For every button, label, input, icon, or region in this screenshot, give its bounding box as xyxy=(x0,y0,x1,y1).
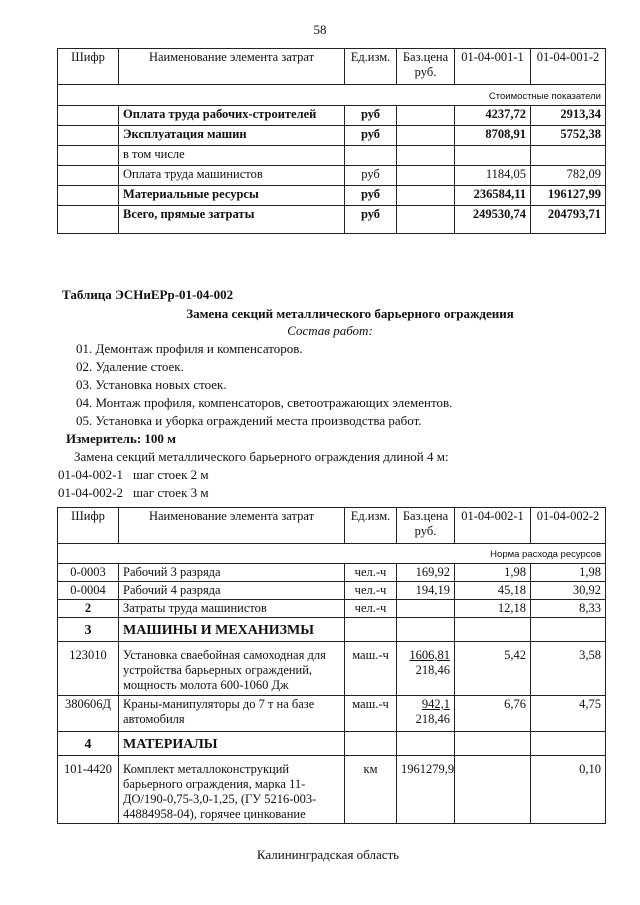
price-value: 1606,81 xyxy=(409,648,450,662)
table-cell: 380606Д xyxy=(58,696,119,732)
table-cell: 101-4420 xyxy=(58,756,119,824)
table-cell: Материальные ресурсы xyxy=(119,186,345,206)
price-value: 218,46 xyxy=(415,712,450,726)
table-cell: 169,92 xyxy=(397,564,455,582)
header-name: Наименование элемента затрат xyxy=(119,49,345,85)
table-cell: 196127,99 xyxy=(531,186,606,206)
work-item: 04. Монтаж профиля, компенсаторов, светоотражающих элементов. xyxy=(76,395,453,410)
table-cell: Рабочий 4 разряда xyxy=(119,582,345,600)
table-cell: 2913,34 xyxy=(531,106,606,126)
table-cell: Всего, прямые затраты xyxy=(119,206,345,234)
table-cell: 1,98 xyxy=(455,564,531,582)
header-code: Шифр xyxy=(58,49,119,85)
table-cell: Эксплуатация машин xyxy=(119,126,345,146)
table-cell: 45,18 xyxy=(455,582,531,600)
table-cell: 4237,72 xyxy=(455,106,531,126)
table-row xyxy=(58,582,606,600)
header-unit: Ед.изм. xyxy=(345,508,397,544)
header-col2: 01-04-001-2 xyxy=(531,49,606,85)
table-cell: 1,98 xyxy=(531,564,606,582)
variant-text: шаг стоек 3 м xyxy=(133,485,209,500)
work-item: 02. Удаление стоек. xyxy=(76,359,184,374)
table-cell: 249530,74 xyxy=(455,206,531,234)
variant-code: 01-04-002-1 xyxy=(58,467,123,482)
header-base-price: Баз.цена руб. xyxy=(397,49,455,85)
page-number: 58 xyxy=(313,22,327,37)
table-cell: руб xyxy=(345,126,397,146)
footer-region: Калининградская область xyxy=(256,847,400,862)
table-cell: маш.-ч xyxy=(345,642,397,696)
table-cell: 1961279,9 xyxy=(397,756,455,824)
header-col2: 01-04-002-2 xyxy=(531,508,606,544)
section-title: Замена секций металлического барьерного ограждения xyxy=(186,306,514,321)
cost-table xyxy=(57,48,606,234)
header-base-price: Баз.цена руб. xyxy=(397,508,455,544)
price-value: 942,1 xyxy=(421,697,450,711)
price-value: 218,46 xyxy=(415,663,450,677)
table-cell: 4,75 xyxy=(531,696,606,732)
section-heading: МАТЕРИАЛЫ xyxy=(119,732,345,756)
table-cell: руб xyxy=(345,206,397,234)
table-cell: 204793,71 xyxy=(531,206,606,234)
table-cell: 0-0004 xyxy=(58,582,119,600)
table-cell: Оплата труда рабочих-строителей xyxy=(119,106,345,126)
table-subheader: Норма расхода ресурсов xyxy=(58,544,606,564)
resource-table xyxy=(57,507,606,824)
variant-code: 01-04-002-2 xyxy=(58,485,123,500)
table-row xyxy=(58,564,606,582)
table-cell: Рабочий 3 разряда xyxy=(119,564,345,582)
table-cell: 194,19 xyxy=(397,582,455,600)
table-cell: Установка сваебойная самоходная для устройства барьерных ограждений, мощность молота 600-1060 Дж xyxy=(119,642,345,696)
table-row xyxy=(58,642,606,696)
table-cell: 5752,38 xyxy=(531,126,606,146)
table-row xyxy=(58,696,606,732)
variant-text: шаг стоек 2 м xyxy=(133,467,209,482)
table-cell: 236584,11 xyxy=(455,186,531,206)
section-number: 4 xyxy=(58,732,119,756)
table-cell: км xyxy=(345,756,397,824)
work-item: 05. Установка и уборка ограждений места производства работ. xyxy=(76,413,422,428)
table-cell: 30,92 xyxy=(531,582,606,600)
work-item: 03. Установка новых стоек. xyxy=(76,377,227,392)
table-cell: 0-0003 xyxy=(58,564,119,582)
table-cell: 8,33 xyxy=(531,600,606,618)
section-number: 3 xyxy=(58,618,119,642)
table-cell: 782,09 xyxy=(531,166,606,186)
header-code: Шифр xyxy=(58,508,119,544)
table-cell: в том числе xyxy=(119,146,345,166)
header-col1: 01-04-002-1 xyxy=(455,508,531,544)
header-name: Наименование элемента затрат xyxy=(119,508,345,544)
table-cell: 12,18 xyxy=(455,600,531,618)
table-subheader: Стоимостные показатели xyxy=(58,85,606,106)
table-cell: 5,42 xyxy=(455,642,531,696)
table-cell: чел.-ч xyxy=(345,564,397,582)
table-title: Таблица ЭСНиЕРр-01-04-002 xyxy=(62,287,234,302)
description: Замена секций металлического барьерного ограждения длиной 4 м: xyxy=(74,449,449,464)
table-cell: 8708,91 xyxy=(455,126,531,146)
table-cell: чел.-ч xyxy=(345,582,397,600)
table-cell: руб xyxy=(345,106,397,126)
table-cell: 0,10 xyxy=(531,756,606,824)
table-cell: 2 xyxy=(58,600,119,618)
table-cell: Оплата труда машинистов xyxy=(119,166,345,186)
table-cell: 123010 xyxy=(58,642,119,696)
table-cell: чел.-ч xyxy=(345,600,397,618)
table-cell: 1184,05 xyxy=(455,166,531,186)
works-heading: Состав работ: xyxy=(287,323,373,338)
table-row xyxy=(58,756,606,824)
header-col1: 01-04-001-1 xyxy=(455,49,531,85)
table-cell: 3,58 xyxy=(531,642,606,696)
table-cell: Затраты труда машинистов xyxy=(119,600,345,618)
table-cell: 6,76 xyxy=(455,696,531,732)
work-item: 01. Демонтаж профиля и компенсаторов. xyxy=(76,341,303,356)
table-cell: маш.-ч xyxy=(345,696,397,732)
section-heading: МАШИНЫ И МЕХАНИЗМЫ xyxy=(119,618,345,642)
header-unit: Ед.изм. xyxy=(345,49,397,85)
table-cell: Комплект металлоконструкций барьерного ограждения, марка 11-ДО/190-0,75-3,0-1,25, (ГУ 5216-003-44884958-04), горячее цинкование xyxy=(119,756,345,824)
table-cell: Краны-манипуляторы до 7 т на базе автомобиля xyxy=(119,696,345,732)
table-cell: руб xyxy=(345,186,397,206)
table-cell: руб xyxy=(345,166,397,186)
meter: Измеритель: 100 м xyxy=(66,431,177,446)
table-row xyxy=(58,600,606,618)
